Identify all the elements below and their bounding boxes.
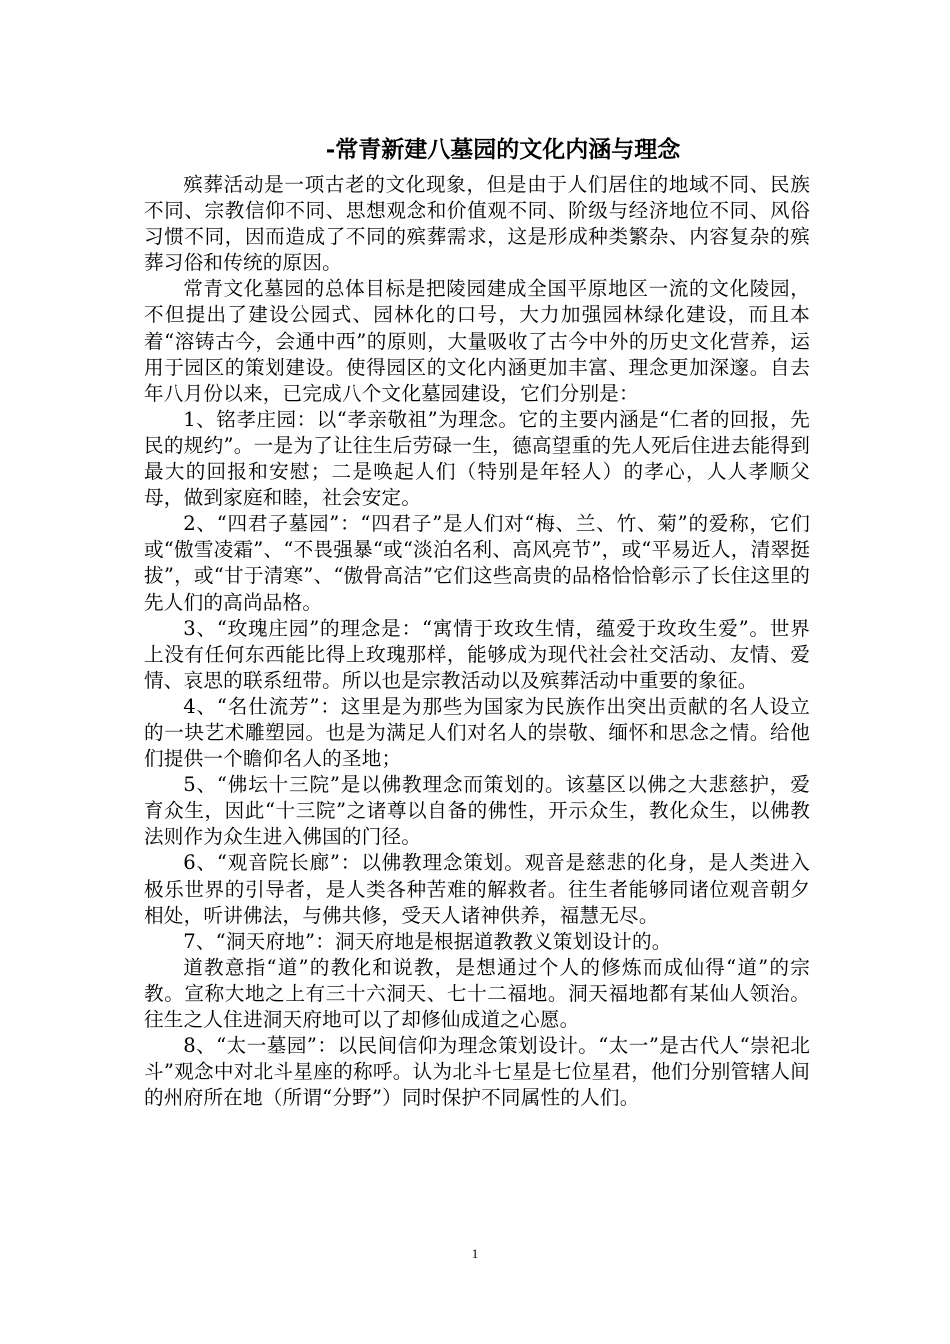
paragraph-item-2: 2、“四君子墓园”：“四君子”是人们对“梅、兰、竹、菊”的爱称，它们或“傲雪凌霜”、“不畏强暴“或“淡泊名利、高风亮节”，或“平易近人，清翠挺拔”，或“甘于清寒”、“傲骨高洁”它们这些高贵的品格恰恰彰示了长住这里的先人们的高尚品格。: [144, 512, 810, 614]
paragraph-item-3: 3、“玫瑰庄园”的理念是：“寓情于玫玫生情，蕴爱于玫玫生爱”。世界上没有任何东西能比得上玫瑰那样，能够成为现代社会社交活动、友情、爱情、哀思的联系纽带。所以也是宗教活动以及殡葬活动中重要的象征。: [144, 616, 810, 692]
paragraph-item-7: 7、“洞天府地”：洞天府地是根据道教教义策划设计的。: [183, 929, 672, 953]
paragraph-intro: 殡葬活动是一项古老的文化现象，但是由于人们居住的地域不同、民族不同、宗教信仰不同、思想观念和价值观不同、阶级与经济地位不同、风俗习惯不同，因而造成了不同的殡葬需求，这是形成种类繁杂、内容复杂的殡葬习俗和传统的原因。: [144, 173, 810, 275]
paragraph-item-7-detail: 道教意指“道”的教化和说教，是想通过个人的修炼而成仙得“道”的宗教。宣称大地之上有三十六洞天、七十二福地。洞天福地都有某仙人领治。往生之人住进洞天府地可以了却修仙成道之心愿。: [144, 955, 810, 1031]
paragraph-overview: 常青文化墓园的总体目标是把陵园建成全国平原地区一流的文化陵园，不但提出了建设公园式、园林化的口号，大力加强园林绿化建设，而且本着“溶铸古今，会通中西”的原则，大量吸收了古今中外的历史文化营养，运用于园区的策划建设。使得园区的文化内涵更加丰富、理念更加深邃。自去年八月份以来，已完成八个文化墓园建设，它们分别是：: [144, 277, 810, 405]
paragraph-item-1: 1、铭孝庄园：以“孝亲敬祖”为理念。它的主要内涵是“仁者的回报，先民的规约”。一是为了让往生后劳碌一生，德高望重的先人死后住进去能得到最大的回报和安慰；二是唤起人们（特别是年轻人）的孝心，人人孝顺父母，做到家庭和睦，社会安定。: [144, 407, 810, 510]
paragraph-item-4: 4、“名仕流芳”：这里是为那些为国家为民族作出突出贡献的名人设立的一块艺术雕塑园。也是为满足人们对名人的崇敬、缅怀和思念之情。给他们提供一个瞻仰名人的圣地；: [144, 694, 810, 771]
page-title: -常青新建八墓园的文化内涵与理念: [325, 136, 681, 163]
page-number: 1: [471, 1246, 479, 1261]
paragraph-item-6: 6、“观音院长廊”：以佛教理念策划。观音是慈悲的化身，是人类进入极乐世界的引导者，是人类各种苦难的解救者。往生者能够同诸位观音朝夕相处，听讲佛法，与佛共修，受天人诸神供养，福慧无尽。: [144, 851, 810, 927]
paragraph-item-8: 8、“太一墓园”：以民间信仰为理念策划设计。“太一”是古代人“崇祀北斗”观念中对北斗星座的称呼。认为北斗七星是七位星君，他们分别管辖人间的州府所在地（所谓“分野”）同时保护不同属性的人们。: [144, 1034, 810, 1110]
document-body: [144, 172, 810, 1111]
paragraph-item-5: 5、“佛坛十三院”是以佛教理念而策划的。该墓区以佛之大悲慈护，爱育众生，因此“十三院”之诸尊以自备的佛性，开示众生，教化众生，以佛教法则作为众生进入佛国的门径。: [144, 773, 810, 849]
